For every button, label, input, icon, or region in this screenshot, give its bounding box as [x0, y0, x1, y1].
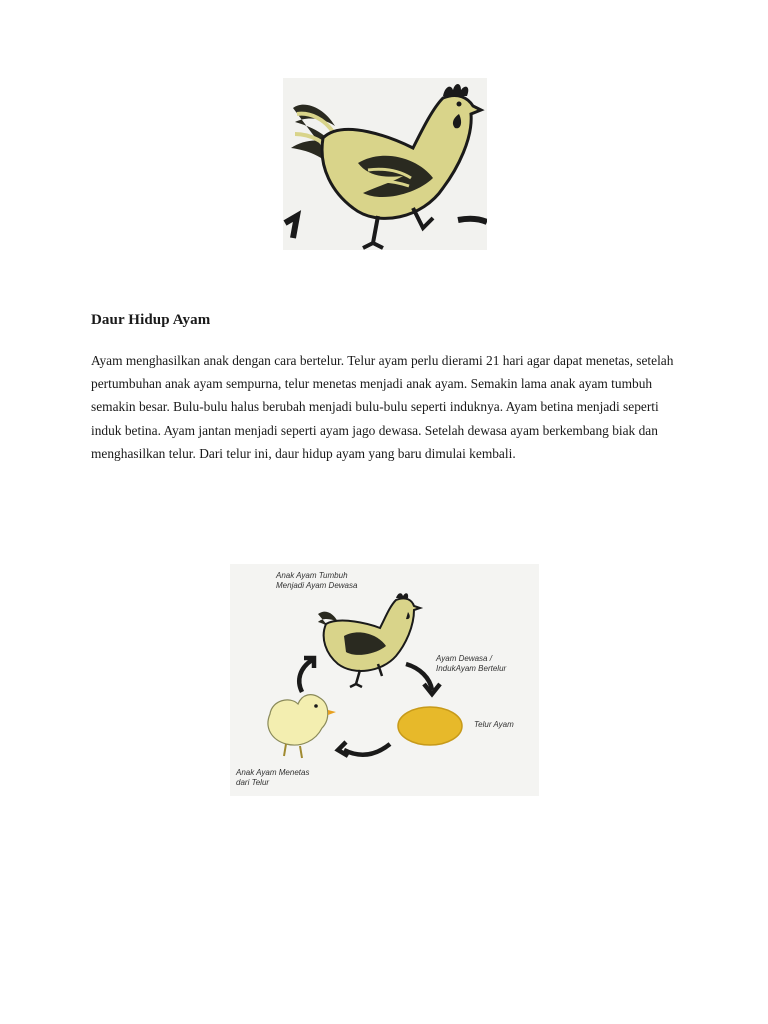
label-egg: Telur Ayam	[474, 720, 514, 729]
egg-icon	[398, 707, 462, 745]
arrow-chick-to-hen	[299, 660, 312, 692]
chick-icon	[268, 695, 336, 758]
page-title: Daur Hidup Ayam	[91, 312, 211, 328]
life-cycle-diagram	[230, 564, 539, 796]
label-adult-laying: Ayam Dewasa / IndukAyam Bertelur	[436, 654, 507, 673]
arrow-egg-to-chick	[344, 744, 390, 755]
label-chick-hatch: Anak Ayam Menetas dari Telur	[236, 768, 310, 787]
hen-illustration	[283, 78, 487, 250]
adult-hen-icon	[318, 593, 420, 687]
label-growth: Anak Ayam Tumbuh Menjadi Ayam Dewasa	[276, 571, 358, 590]
hen-icon	[283, 78, 487, 250]
body-paragraph: Ayam menghasilkan anak dengan cara bertelur. Telur ayam perlu dierami 21 hari agar dapat menetas, setelah pertumbuhan anak ayam sempurna, telur menetas menjadi anak ayam. Semakin lama anak ayam tumbuh semakin besar. Bulu-bulu halus berubah menjadi bulu-bulu seperti induknya. Ayam betina menjadi seperti induk betina. Ayam jantan menjadi seperti ayam jago dewasa. Setelah dewasa ayam berkembang biak dan menghasilkan telur. Dari telur ini, daur hidup ayam yang baru dimulai kembali.	[91, 353, 674, 461]
cycle-graphics	[230, 564, 539, 796]
